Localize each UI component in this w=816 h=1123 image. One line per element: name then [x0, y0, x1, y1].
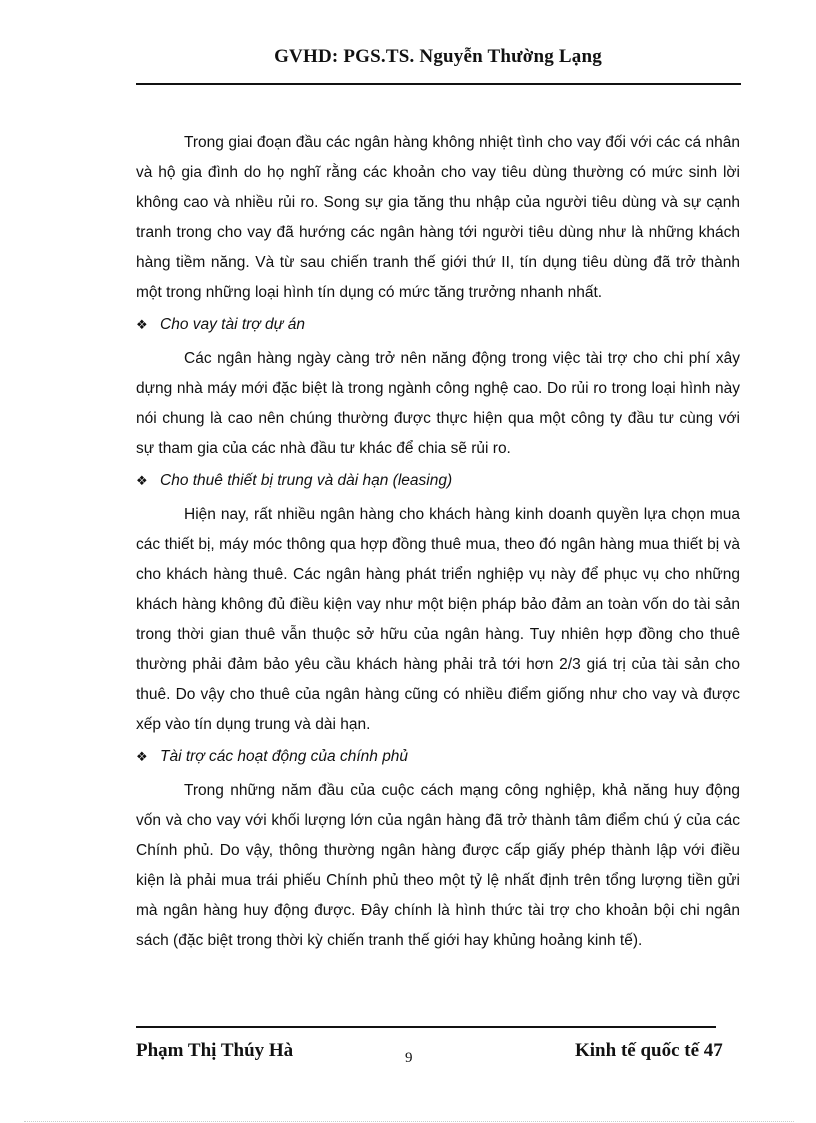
page-number: 9 — [405, 1050, 413, 1066]
footer-rule — [136, 1026, 716, 1028]
footer-author: Phạm Thị Thúy Hà — [136, 1040, 294, 1061]
page-header-title: GVHD: PGS.TS. Nguyễn Thường Lạng — [274, 46, 602, 67]
section-heading-project-finance — [136, 310, 740, 340]
section-heading-text: Cho vay tài trợ dự án — [160, 316, 305, 333]
page-edge-dots — [24, 1121, 794, 1122]
page-body — [136, 128, 740, 956]
section-heading-leasing — [136, 466, 740, 496]
diamond-bullet-icon: ❖ — [136, 749, 148, 764]
paragraph-government-finance: Trong những năm đầu của cuộc cách mạng công nghiệp, khả năng huy động vốn và cho vay với khối lượng lớn của ngân hàng đã trở thành tâm điểm chú ý của các Chính phủ. Do vậy, thông thường ngân hàng được cấp giấy phép thành lập với điều kiện là phải mua trái phiếu Chính phủ theo một tỷ lệ nhất định trên tổng lượng tiền gửi mà ngân hàng huy động được. Đây chính là hình thức tài trợ cho khoản bội chi ngân sách (đặc biệt trong thời kỳ chiến tranh thế giới hay khủng hoảng kinh tế). — [136, 782, 740, 949]
header-rule — [136, 83, 741, 85]
footer-class: Kinh tế quốc tế 47 — [575, 1040, 723, 1061]
paragraph-consumer-credit: Trong giai đoạn đầu các ngân hàng không nhiệt tình cho vay đối với các cá nhân và hộ gia đình do họ nghĩ rằng các khoản cho vay tiêu dùng thường có mức sinh lời không cao và nhiều rủi ro. Song sự gia tăng thu nhập của người tiêu dùng và sự cạnh tranh trong cho vay đã hướng các ngân hàng tới người tiêu dùng như là những khách hàng tiềm năng. Và từ sau chiến tranh thế giới thứ II, tín dụng tiêu dùng đã trở thành một trong những loại hình tín dụng có mức tăng trưởng nhanh nhất. — [136, 134, 740, 301]
section-heading-text: Cho thuê thiết bị trung và dài hạn (leasing) — [160, 472, 453, 489]
section-heading-government-finance — [136, 742, 740, 772]
section-heading-text: Tài trợ các hoạt động của chính phủ — [160, 748, 409, 765]
paragraph-leasing: Hiện nay, rất nhiều ngân hàng cho khách hàng kinh doanh quyền lựa chọn mua các thiết bị, máy móc thông qua hợp đồng thuê mua, theo đó ngân hàng mua thiết bị và cho khách hàng thuê. Các ngân hàng phát triển nghiệp vụ này để phục vụ cho những khách hàng không đủ điều kiện vay như một biện pháp bảo đảm an toàn vốn do tài sản trong thời gian thuê vẫn thuộc sở hữu của ngân hàng. Tuy nhiên hợp đồng cho thuê thường phải đảm bảo yêu cầu khách hàng phải trả tới hơn 2/3 giá trị của tài sản cho thuê. Do vậy cho thuê của ngân hàng cũng có nhiều điểm giống như cho vay và được xếp vào tín dụng trung và dài hạn. — [136, 506, 740, 733]
diamond-bullet-icon: ❖ — [136, 473, 148, 488]
paragraph-project-finance: Các ngân hàng ngày càng trở nên năng động trong việc tài trợ cho chi phí xây dựng nhà máy mới đặc biệt là trong ngành công nghệ cao. Do rủi ro trong loại hình này nói chung là cao nên chúng thường được thực hiện qua một công ty đầu tư cùng với sự tham gia của các nhà đầu tư khác để chia sẽ rủi ro. — [136, 350, 740, 457]
diamond-bullet-icon: ❖ — [136, 317, 148, 332]
